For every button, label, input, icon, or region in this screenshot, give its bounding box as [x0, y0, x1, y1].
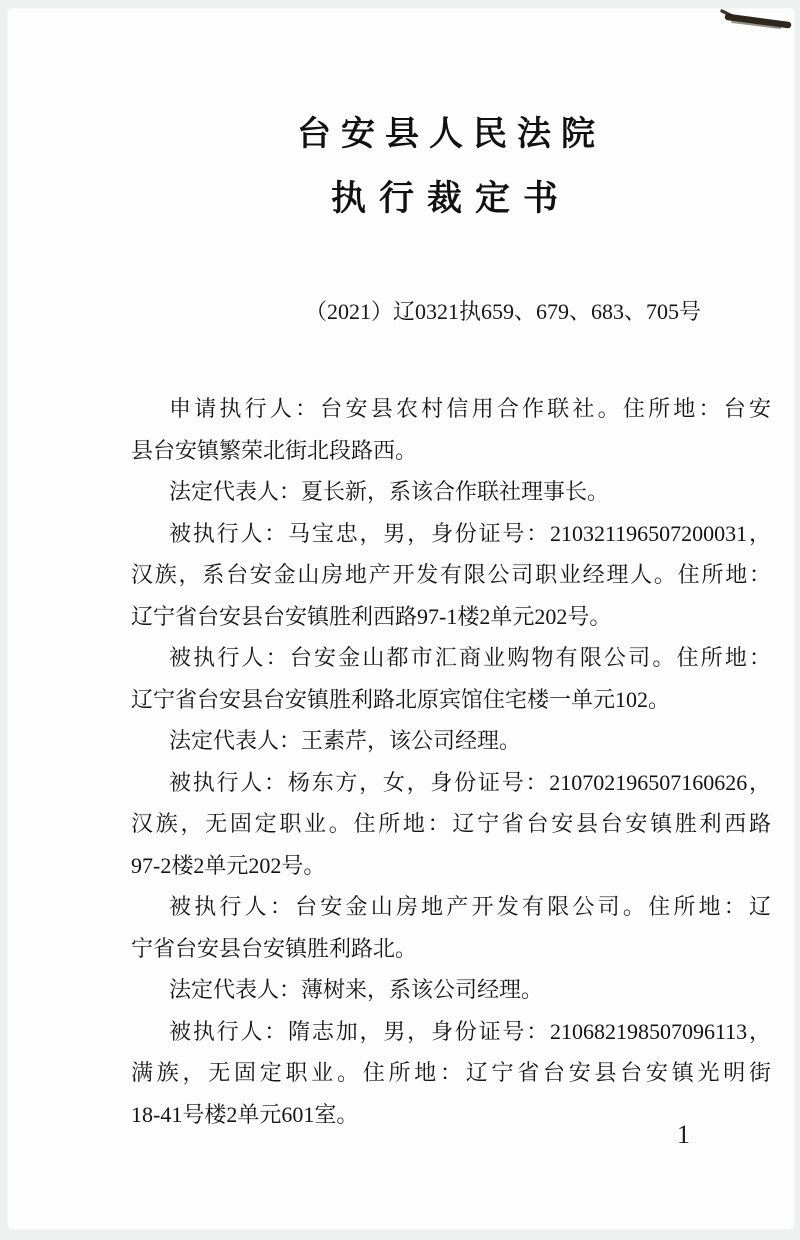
text-line: 法定代表人：夏长新，系该合作联社理事长。: [169, 479, 610, 504]
binder-clip-artifact: [718, 5, 796, 39]
text-line: 申请执行人：台安县农村信用合作联社。住所地：台安: [169, 396, 771, 421]
text-line: 被执行人：马宝忠，男，身份证号：210321196507200031，: [169, 520, 771, 546]
document-content: [131, 8, 771, 1135]
document-page: [7, 8, 795, 1230]
text-line: 被执行人：台安金山房地产开发有限公司。住所地：辽: [169, 894, 771, 919]
text-line: 被执行人：杨东方，女，身份证号：210702196507160626，: [169, 769, 771, 795]
text-line: 汉族，系台安金山房地产开发有限公司职业经理人。住所地：: [131, 562, 771, 587]
text-line: 宁省台安县台安镇胜利路北。: [131, 935, 418, 961]
text-line: 县台安镇繁荣北街北段路西。: [131, 437, 418, 463]
text-line: 18-41号楼2单元601室。: [131, 1101, 359, 1127]
text-line: 被执行人：台安金山都市汇商业购物有限公司。住所地：: [169, 645, 771, 670]
text-line: 法定代表人：王素芹，该公司经理。: [169, 728, 522, 753]
case-number: （2021）辽0321执659、679、683、705号: [304, 299, 701, 324]
text-line: 辽宁省台安县台安镇胜利路北原宾馆住宅楼一单元102。: [131, 686, 671, 712]
page-number: 1: [677, 1120, 690, 1149]
text-line: 97-2楼2单元202号。: [131, 852, 326, 878]
text-line: 辽宁省台安县台安镇胜利西路97-1楼2单元202号。: [131, 603, 612, 629]
document-body: [131, 388, 771, 1135]
text-line: 法定代表人：薄树来，系该公司经理。: [169, 977, 544, 1002]
court-name-title: 台安县人民法院: [297, 116, 605, 153]
text-line: 汉族，无固定职业。住所地：辽宁省台安县台安镇胜利西路: [131, 811, 771, 836]
text-line: 被执行人：隋志加，男，身份证号：210682198507096113，: [169, 1018, 771, 1044]
text-line: 满族，无固定职业。住所地：辽宁省台安县台安镇光明街: [131, 1060, 771, 1085]
document-type-title: 执行裁定书: [330, 179, 571, 218]
